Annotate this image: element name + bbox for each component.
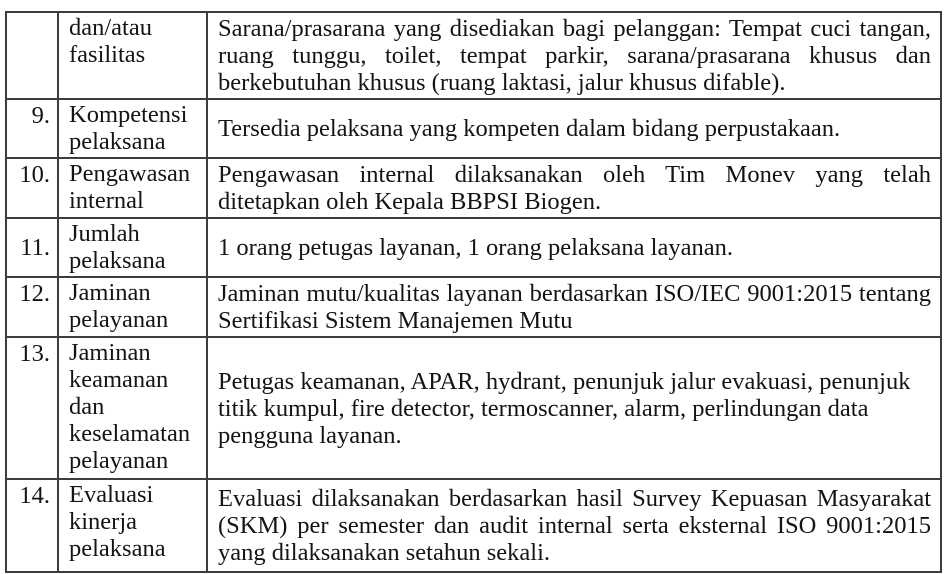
- description-cell: Sarana/prasarana yang disediakan bagi pelanggan: Tempat cuci tangan, ruang tunggu, toilet, tempat parkir, sarana/prasarana khusus dan berkebutuhan khusus (ruang laktasi, jalur khusus difable).: [207, 12, 941, 99]
- row-number-cell: 9.: [6, 99, 58, 158]
- table-row: [6, 218, 941, 277]
- table-row: [6, 158, 941, 218]
- table-row: [6, 99, 941, 158]
- row-number-cell: 14.: [6, 479, 58, 572]
- category-cell: Jaminan keamanan dan keselamatan pelayanan: [58, 337, 207, 479]
- table-row: [6, 337, 941, 479]
- service-standards-table: [5, 11, 942, 573]
- table-row: [6, 12, 941, 99]
- table-row: [6, 277, 941, 337]
- row-number-cell: 10.: [6, 158, 58, 218]
- category-cell: dan/atau fasilitas: [58, 12, 207, 99]
- row-number-cell: 11.: [6, 218, 58, 277]
- description-cell: Petugas keamanan, APAR, hydrant, penunjuk jalur evakuasi, penunjuk titik kumpul, fire detector, termoscanner, alarm, perlindungan data pengguna layanan.: [207, 337, 941, 479]
- description-cell: Pengawasan internal dilaksanakan oleh Tim Monev yang telah ditetapkan oleh Kepala BBPSI Biogen.: [207, 158, 941, 218]
- category-cell: Jaminan pelayanan: [58, 277, 207, 337]
- table-row: [6, 479, 941, 572]
- description-cell: Jaminan mutu/kualitas layanan berdasarkan ISO/IEC 9001:2015 tentang Sertifikasi Sistem Manajemen Mutu: [207, 277, 941, 337]
- row-number-cell: 12.: [6, 277, 58, 337]
- category-cell: Pengawasan internal: [58, 158, 207, 218]
- category-cell: Kompetensi pelaksana: [58, 99, 207, 158]
- description-cell: Tersedia pelaksana yang kompeten dalam bidang perpustakaan.: [207, 99, 941, 158]
- row-number-cell: [6, 12, 58, 99]
- description-cell: Evaluasi dilaksanakan berdasarkan hasil Survey Kepuasan Masyarakat (SKM) per semester dan audit internal serta eksternal ISO 9001:2015 yang dilaksanakan setahun sekali.: [207, 479, 941, 572]
- category-cell: Evaluasi kinerja pelaksana: [58, 479, 207, 572]
- description-cell: 1 orang petugas layanan, 1 orang pelaksana layanan.: [207, 218, 941, 277]
- row-number-cell: 13.: [6, 337, 58, 479]
- category-cell: Jumlah pelaksana: [58, 218, 207, 277]
